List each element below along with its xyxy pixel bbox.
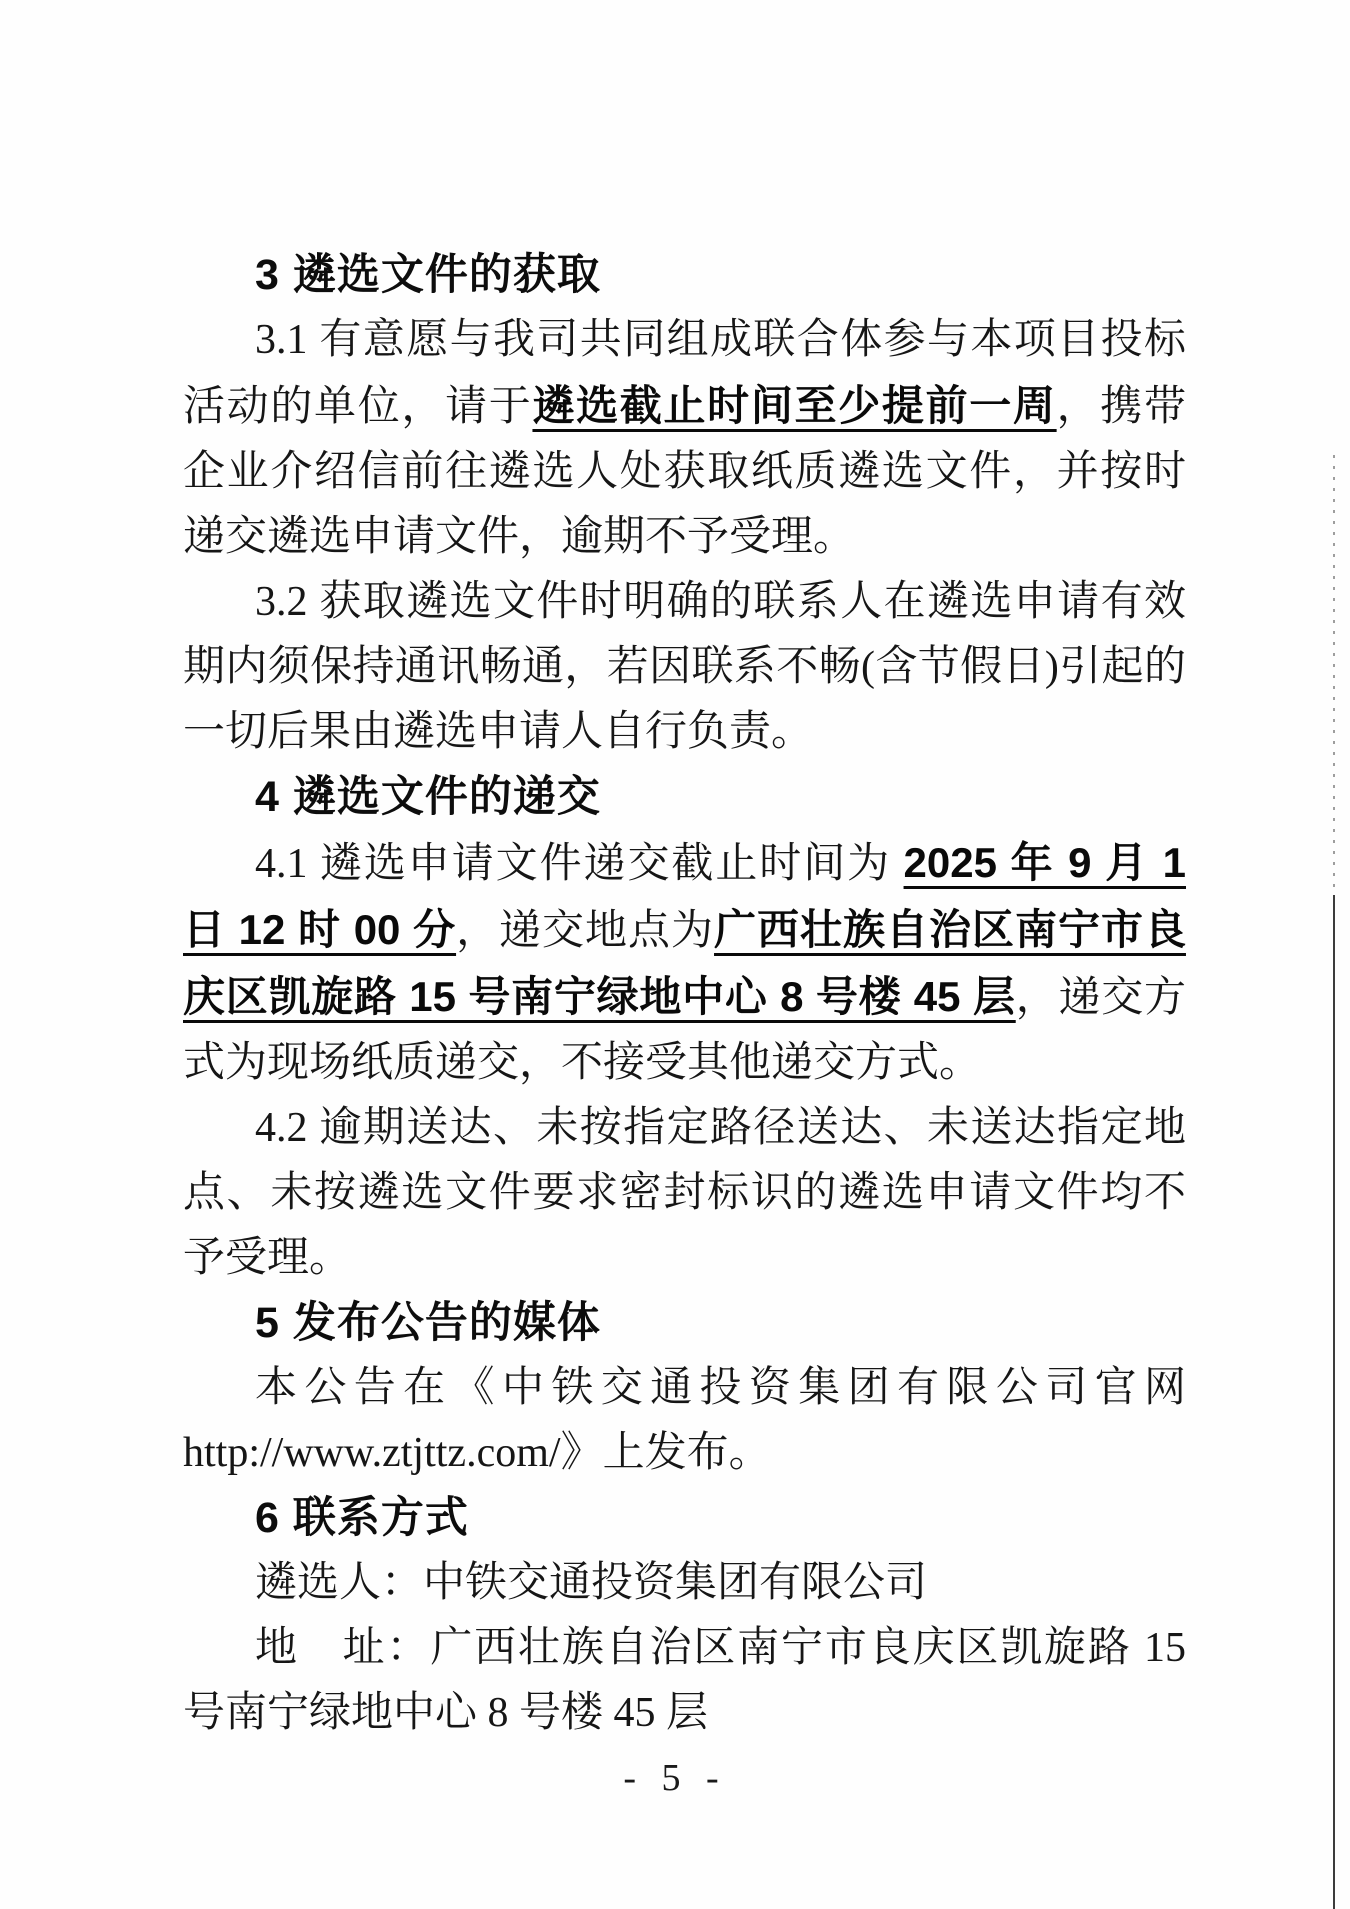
para-4-1-mid: ，递交地点为 — [456, 908, 715, 954]
section-5-heading — [183, 1291, 1186, 1356]
section-6-heading — [183, 1486, 1186, 1551]
contact-name-text: 遴选人：中铁交通投资集团有限公司 — [255, 1560, 928, 1606]
document-body — [183, 243, 1186, 1746]
section-4-heading — [183, 765, 1186, 830]
section-3-heading — [183, 243, 1186, 308]
para-3-1-tail: ，携带企业介绍信前往遴选人处获取纸质遴选文件，并按时递交遴选申请文件，逾期不予受理。 — [183, 384, 1186, 560]
scan-artifact-dotted-line — [1333, 455, 1335, 900]
para-4-2 — [183, 1096, 1186, 1291]
page-number: - 5 - — [623, 1757, 727, 1799]
heading-3-text: 3 遴选文件的获取 — [255, 251, 601, 299]
para-3-2 — [183, 570, 1186, 765]
para-3-1-lead: 3.1 有意愿与我司共同组成联合体参与本项目投标活动的单位，请于 — [183, 317, 1186, 430]
para-3-2-text: 3.2 获取遴选文件时明确的联系人在遴选申请有效期内须保持通讯畅通，若因联系不畅(含节假日)引起的一切后果由遴选申请人自行负责。 — [183, 579, 1186, 755]
para-4-1-tail: ，递交方式为现场纸质递交，不接受其他递交方式。 — [183, 975, 1186, 1086]
para-5-url: http://www.ztjttz.com/ — [183, 1430, 561, 1476]
para-contact-address — [183, 1616, 1186, 1746]
para-4-1-deadline: 2025 年 9 月 1 日 12 时 00 分 — [183, 839, 1186, 953]
para-3-1-deadline-emphasis: 遴选截止时间至少提前一周 — [532, 382, 1057, 429]
para-3-1 — [183, 308, 1186, 570]
para-4-1-lead: 4.1 遴选申请文件递交截止时间为 — [255, 841, 904, 887]
para-4-1 — [183, 830, 1186, 1096]
heading-5-text: 5 发布公告的媒体 — [255, 1299, 601, 1347]
para-4-2-text: 4.2 逾期送达、未按指定路径送达、未送达指定地点、未按遴选文件要求密封标识的遴选申请文件均不予受理。 — [183, 1105, 1186, 1281]
heading-4-text: 4 遴选文件的递交 — [255, 773, 601, 821]
para-4-1-address: 广西壮族自治区南宁市良庆区凯旋路 15 号南宁绿地中心 8 号楼 45 层 — [183, 906, 1186, 1020]
para-5-lead: 本公告在《中铁交通投资集团有限公司官网 — [255, 1365, 1186, 1411]
para-5-media — [183, 1356, 1186, 1486]
contact-address-text: 地 址：广西壮族自治区南宁市良庆区凯旋路 15 号南宁绿地中心 8 号楼 45 层 — [183, 1625, 1186, 1736]
heading-6-text: 6 联系方式 — [255, 1494, 469, 1542]
para-contact-name — [183, 1551, 1186, 1616]
para-5-tail: 》上发布。 — [560, 1430, 771, 1476]
